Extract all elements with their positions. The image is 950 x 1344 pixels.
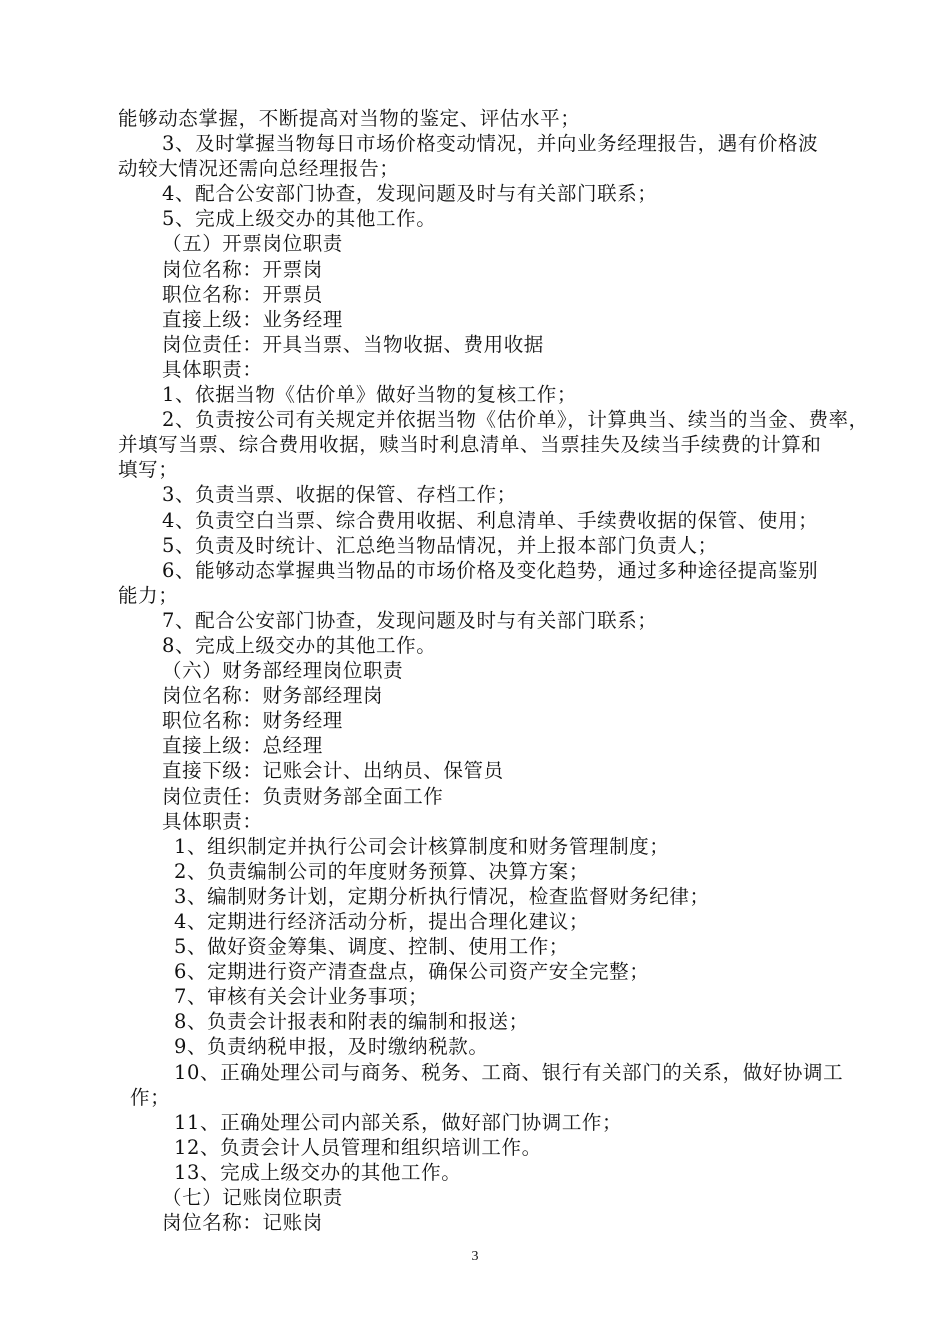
text-line: （六）财务部经理岗位职责 — [162, 659, 404, 683]
text-line: 并填写当票、综合费用收据，赎当时利息清单、当票挂失及续当手续费的计算和 — [118, 433, 822, 457]
text-line: 3、及时掌握当物每日市场价格变动情况，并向业务经理报告，遇有价格波 — [162, 132, 819, 156]
text-line: 3、负责当票、收据的保管、存档工作； — [162, 483, 517, 507]
text-line: 7、审核有关会计业务事项； — [174, 985, 429, 1009]
text-line: 具体职责： — [162, 809, 263, 833]
document-body — [118, 106, 888, 1235]
text-line: 能力； — [118, 583, 179, 607]
text-line: 岗位责任：负责财务部全面工作 — [162, 784, 444, 808]
text-line: 直接下级：记账会计、出纳员、保管员 — [162, 759, 504, 783]
text-line: 9、负责纳税申报，及时缴纳税款。 — [174, 1035, 489, 1059]
text-line: 6、定期进行资产清查盘点，确保公司资产安全完整； — [174, 960, 650, 984]
text-line: 职位名称：财务经理 — [162, 709, 343, 733]
text-line: 4、负责空白当票、综合费用收据、利息清单、手续费收据的保管、使用； — [162, 508, 819, 532]
text-line: 作； — [130, 1085, 171, 1109]
text-line: （五）开票岗位职责 — [162, 232, 343, 256]
text-line: 8、负责会计报表和附表的编制和报送； — [174, 1010, 529, 1034]
text-line: 岗位名称：记账岗 — [162, 1211, 323, 1235]
text-line: 4、配合公安部门协查，发现问题及时与有关部门联系； — [162, 182, 658, 206]
text-line: 10、正确处理公司与商务、税务、工商、银行有关部门的关系，做好协调工 — [174, 1060, 844, 1084]
text-line: 5、负责及时统计、汇总绝当物品情况，并上报本部门负责人； — [162, 533, 718, 557]
text-line: 2、负责编制公司的年度财务预算、决算方案； — [174, 859, 590, 883]
text-line: （七）记账岗位职责 — [162, 1186, 343, 1210]
text-line: 1、组织制定并执行公司会计核算制度和财务管理制度； — [174, 834, 670, 858]
text-line: 6、能够动态掌握典当物品的市场价格及变化趋势，通过多种途径提高鉴别 — [162, 558, 819, 582]
text-line: 1、依据当物《估价单》做好当物的复核工作； — [162, 383, 578, 407]
text-line: 直接上级：业务经理 — [162, 307, 343, 331]
text-line: 5、做好资金筹集、调度、控制、使用工作； — [174, 935, 569, 959]
text-line: 3、编制财务计划，定期分析执行情况，检查监督财务纪律； — [174, 884, 710, 908]
text-line: 岗位名称：财务部经理岗 — [162, 684, 384, 708]
text-line: 职位名称：开票员 — [162, 282, 323, 306]
text-line: 12、负责会计人员管理和组织培训工作。 — [174, 1135, 542, 1159]
text-line: 具体职责： — [162, 357, 263, 381]
page-number: 3 — [471, 1249, 479, 1264]
text-line: 直接上级：总经理 — [162, 734, 323, 758]
text-line: 7、配合公安部门协查，发现问题及时与有关部门联系； — [162, 608, 658, 632]
text-line: 5、完成上级交办的其他工作。 — [162, 207, 437, 231]
text-line: 岗位责任：开具当票、当物收据、费用收据 — [162, 332, 544, 356]
text-line: 11、正确处理公司内部关系，做好部门协调工作； — [174, 1110, 623, 1134]
text-line: 13、完成上级交办的其他工作。 — [174, 1160, 462, 1184]
text-line: 4、定期进行经济活动分析，提出合理化建议； — [174, 910, 590, 933]
text-line: 2、负责按公司有关规定并依据当物《估价单》，计算典当、续当的当金、费率， — [162, 408, 869, 432]
text-line: 8、完成上级交办的其他工作。 — [162, 633, 437, 657]
text-line: 填写； — [118, 458, 179, 482]
text-line: 能够动态掌握，不断提高对当物的鉴定、评估水平； — [118, 107, 581, 130]
text-line: 岗位名称：开票岗 — [162, 257, 323, 281]
text-line: 动较大情况还需向总经理报告； — [118, 157, 400, 181]
